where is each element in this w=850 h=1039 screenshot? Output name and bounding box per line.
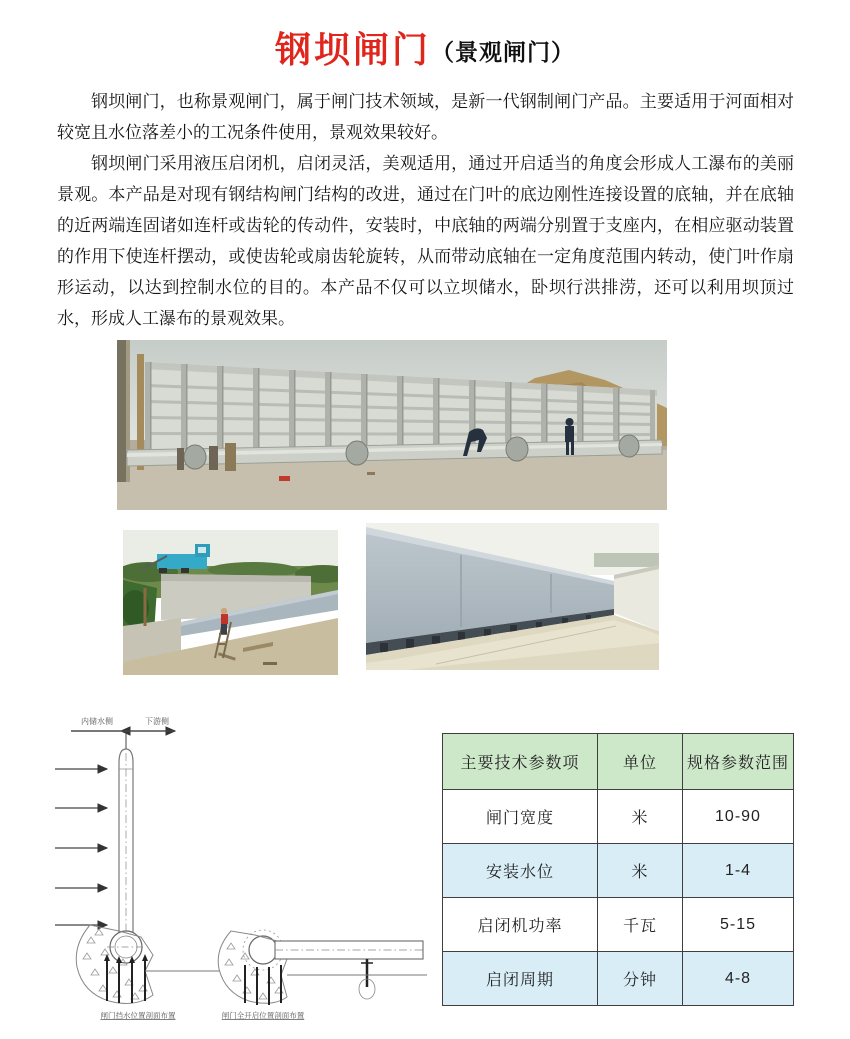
spec-header-range: 规格参数范围 bbox=[683, 734, 794, 790]
spec-table bbox=[442, 733, 794, 1006]
spec-param: 安装水位 bbox=[443, 844, 598, 898]
spec-range: 10-90 bbox=[683, 790, 794, 844]
table-row bbox=[443, 952, 794, 1006]
spec-param: 启闭周期 bbox=[443, 952, 598, 1006]
spec-table-header-row bbox=[443, 734, 794, 790]
diagram-label-downstream: 下游侧 bbox=[145, 717, 169, 726]
diagram-gate-positions bbox=[35, 703, 430, 1039]
photo-steel-dam-gate-axle-image bbox=[117, 340, 667, 510]
diagram-label-upstream: 内储水侧 bbox=[81, 717, 113, 726]
spec-range: 4-8 bbox=[683, 952, 794, 1006]
diagram-caption-closed: 闸门挡水位置剖面布置 bbox=[100, 1011, 176, 1020]
page-title bbox=[0, 22, 850, 73]
spec-unit: 分钟 bbox=[598, 952, 683, 1006]
paragraph-description: 钢坝闸门采用液压启闭机，启闭灵活，美观适用，通过开启适当的角度会形成人工瀑布的美丽景观。本产品是对现有钢结构闸门结构的改进，通过在门叶的底边刚性连接设置的底轴，并在底轴的近两端连固诸如连杆或齿轮的传动件，安装时，中底轴的两端分别置于支座内，在相应驱动装置的作用下使连杆摆动，或使齿轮或扇齿轮旋转，从而带动底轴在一定角度范围内转动，使门叶作扇形运动，以达到控制水位的目的。本产品不仅可以立坝储水，卧坝行洪排涝，还可以利用坝顶过水，形成人工瀑布的景观效果。 bbox=[57, 154, 794, 328]
spec-param: 闸门宽度 bbox=[443, 790, 598, 844]
spec-unit: 米 bbox=[598, 790, 683, 844]
photo-gate-raised-image bbox=[366, 523, 659, 670]
table-row bbox=[443, 790, 794, 844]
spec-unit: 千瓦 bbox=[598, 898, 683, 952]
spec-header-unit: 单位 bbox=[598, 734, 683, 790]
photo-steel-dam-gate-axle bbox=[117, 340, 667, 510]
spec-header-param: 主要技术参数项 bbox=[443, 734, 598, 790]
spec-range: 1-4 bbox=[683, 844, 794, 898]
table-row bbox=[443, 844, 794, 898]
spec-unit: 米 bbox=[598, 844, 683, 898]
photo-gate-raised bbox=[366, 523, 659, 670]
diagram-gate-positions-drawing bbox=[35, 703, 430, 1035]
table-row bbox=[443, 898, 794, 952]
body-text bbox=[57, 86, 794, 334]
spec-param: 启闭机功率 bbox=[443, 898, 598, 952]
page-title-main: 钢坝闸门 bbox=[274, 29, 431, 70]
paragraph-intro: 钢坝闸门，也称景观闸门，属于闸门技术领域，是新一代钢制闸门产品。主要适用于河面相对较宽且水位落差小的工况条件使用，景观效果较好。 bbox=[57, 92, 794, 142]
page-title-sub: （景观闸门） bbox=[431, 39, 575, 65]
spec-range: 5-15 bbox=[683, 898, 794, 952]
photo-gate-installation bbox=[123, 530, 338, 675]
diagram-caption-open: 闸门全开启位置剖面布置 bbox=[221, 1011, 305, 1020]
photo-gate-installation-image bbox=[123, 530, 338, 675]
